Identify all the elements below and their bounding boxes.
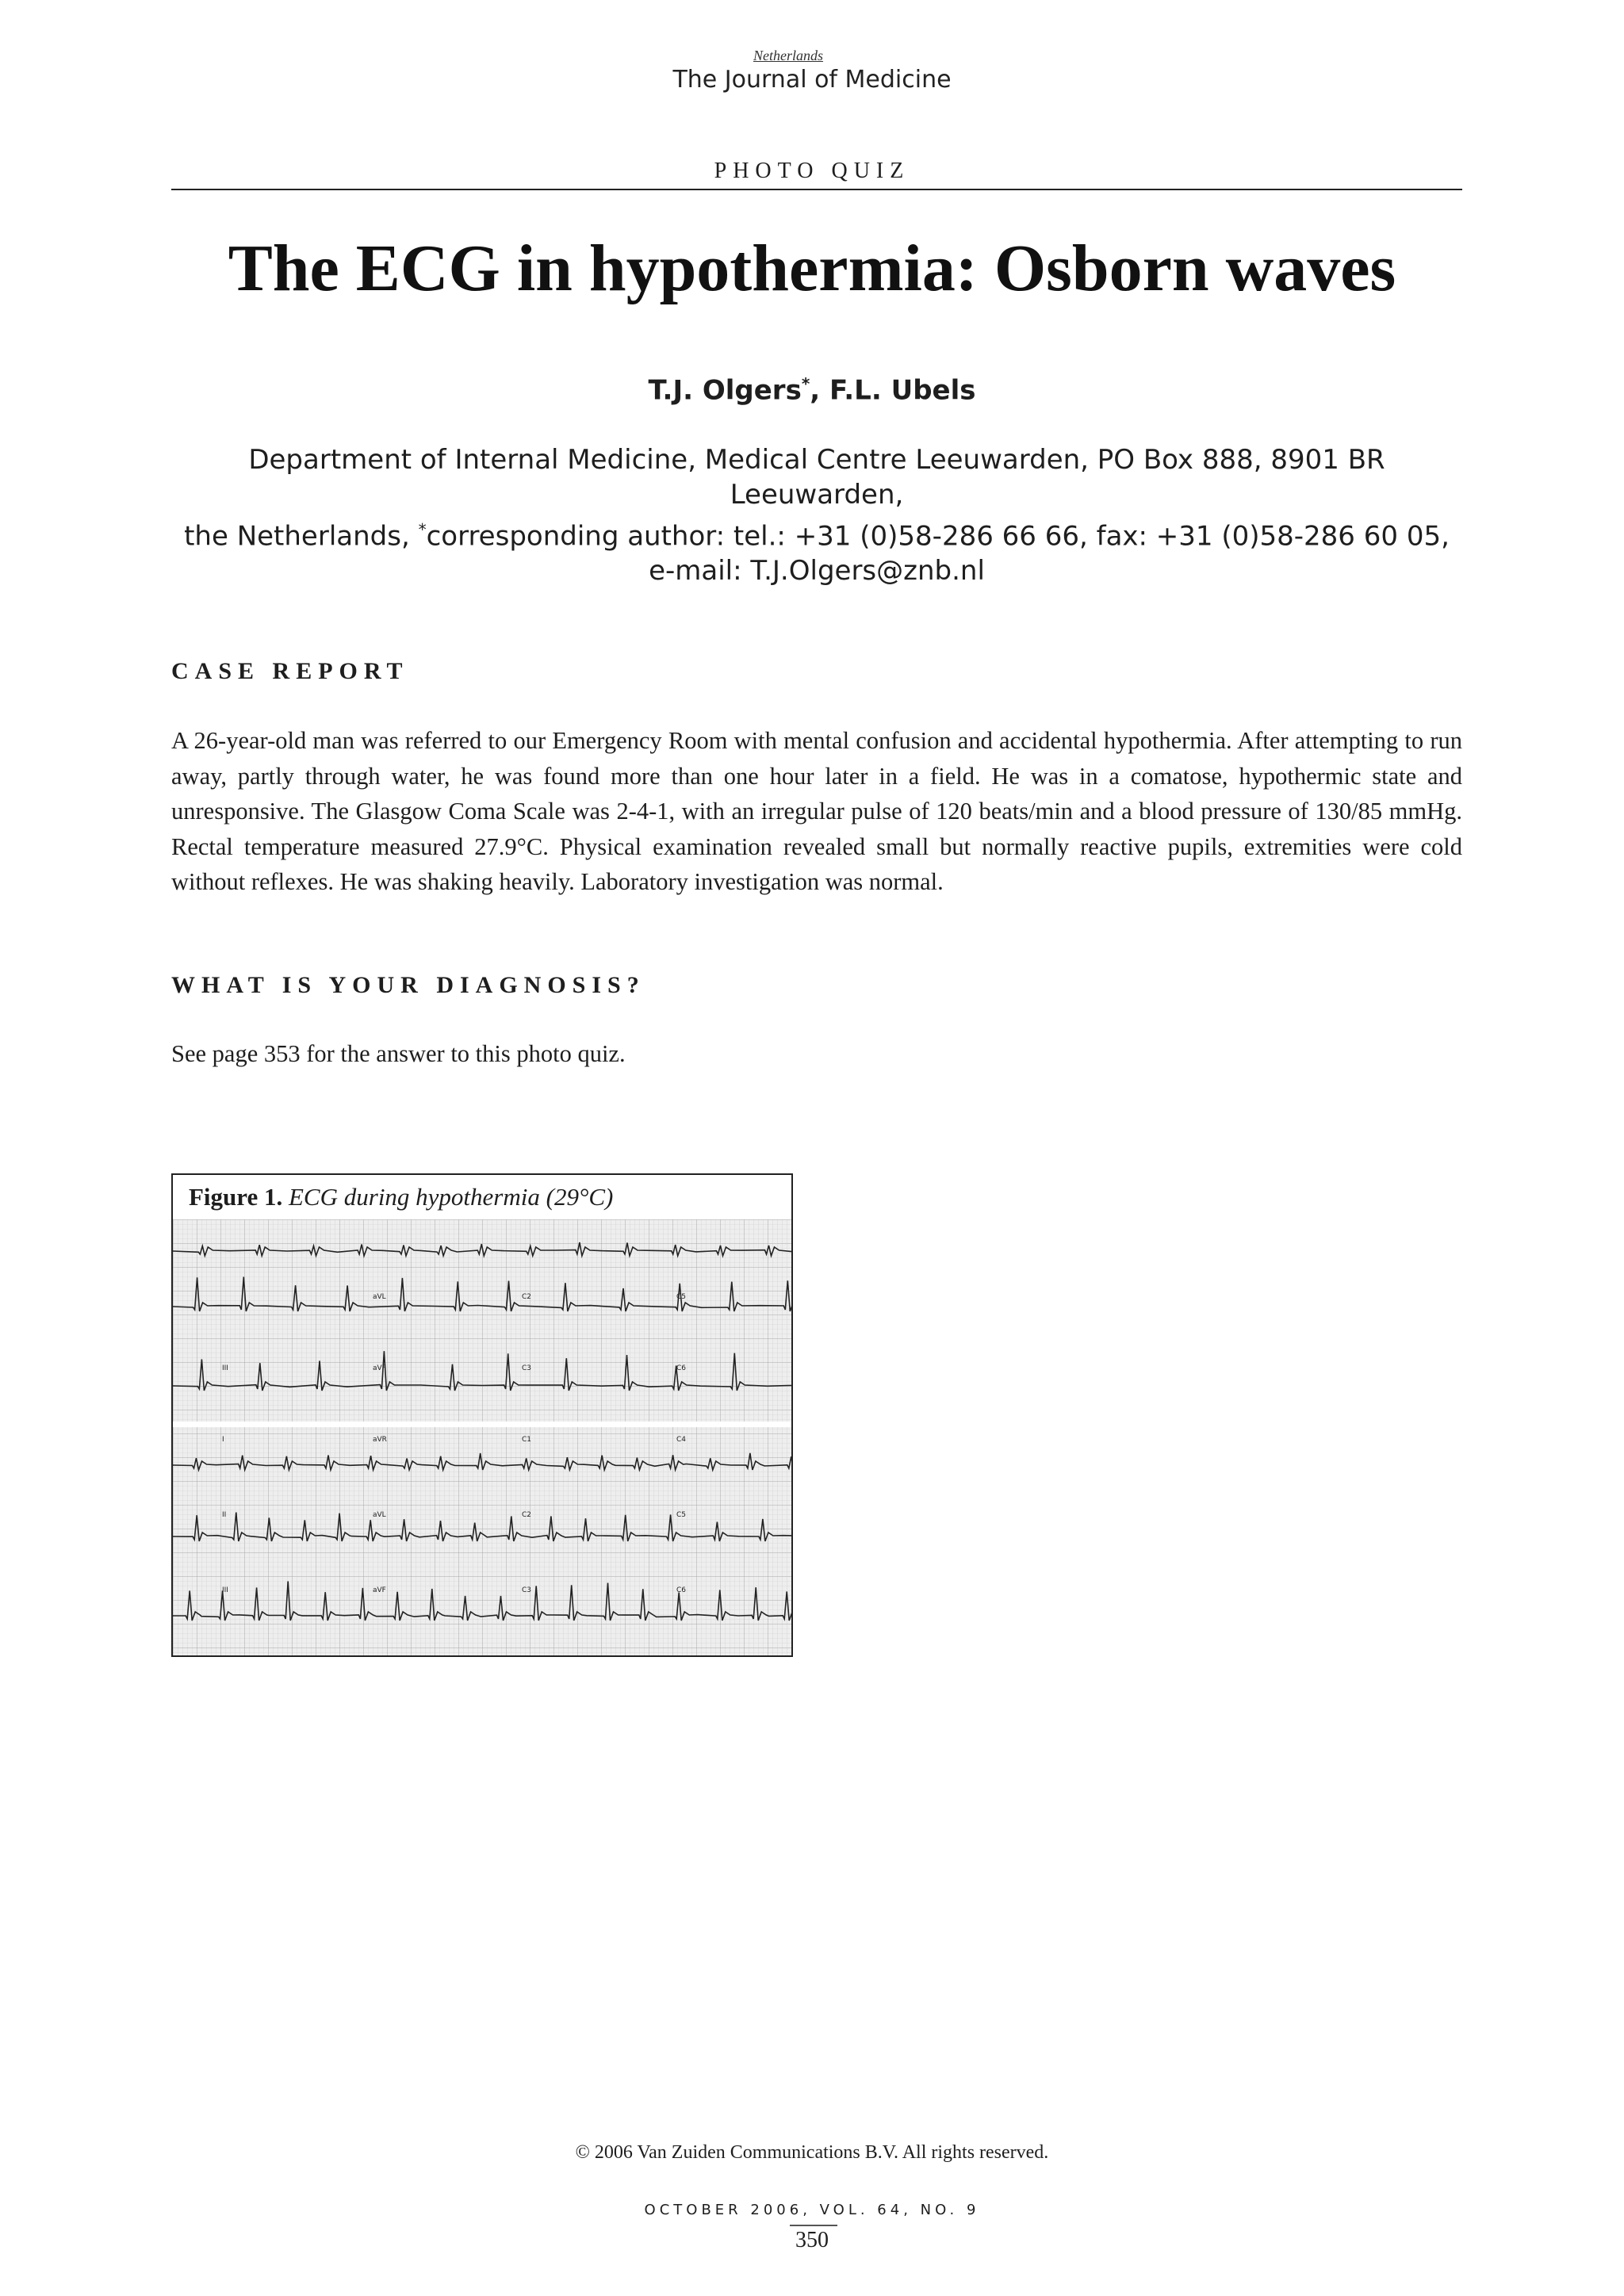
ecg-lead-label: C5	[676, 1511, 687, 1519]
ecg-lead-label: II	[222, 1511, 227, 1519]
issue-info: OCTOBER 2006, VOL. 64, NO. 9	[644, 2202, 980, 2218]
affiliation	[171, 442, 1462, 588]
diagnosis-text: See page 353 for the answer to this photo quiz.	[171, 1040, 626, 1067]
ecg-lead-label: C3	[522, 1586, 532, 1594]
journal-name: The Journal of Medicine	[672, 66, 952, 94]
figure-caption-text: ECG during hypothermia (29°C)	[289, 1183, 614, 1211]
copyright: © 2006 Van Zuiden Communications B.V. All rights reserved.	[575, 2142, 1049, 2163]
affiliation-line-3: e-mail: T.J.Olgers@znb.nl	[649, 555, 985, 587]
ecg-lead-label: C1	[522, 1436, 532, 1444]
authors	[0, 374, 1624, 406]
page-number: 350	[795, 2228, 829, 2252]
corresponding-marker: *	[801, 374, 810, 393]
ecg-lead-label: aVF	[373, 1586, 386, 1594]
figure-1	[171, 1173, 793, 1657]
ecg-lead-label: aVR	[373, 1436, 387, 1444]
case-report-heading: CASE REPORT	[171, 658, 409, 684]
ecg-image	[173, 1219, 791, 1655]
ecg-lead-label: C6	[676, 1586, 687, 1594]
ecg-lead-label: aVF	[373, 1364, 386, 1372]
affiliation-line-1: Department of Internal Medicine, Medical Centre Leeuwarden, PO Box 888, 8901 BR Leeuwarden,	[248, 444, 1385, 511]
author-rest: , F.L. Ubels	[810, 374, 976, 407]
ecg-lead-label: III	[222, 1364, 228, 1372]
journal-logo	[0, 48, 1624, 94]
ecg-lead-label: C5	[676, 1293, 687, 1301]
ecg-lead-label: aVL	[373, 1293, 386, 1301]
page-number-rule	[790, 2225, 837, 2226]
figure-caption	[189, 1183, 613, 1211]
ecg-panel-bottom	[173, 1427, 791, 1655]
affiliation-line-2: the Netherlands, *corresponding author: tel.: +31 (0)58-286 66 66, fax: +31 (0)58-286 60 05,	[184, 520, 1450, 553]
diagnosis-heading: WHAT IS YOUR DIAGNOSIS?	[171, 972, 645, 998]
ecg-lead-label: aVL	[373, 1511, 386, 1519]
ecg-lead-label: III	[222, 1586, 228, 1594]
author-first: T.J. Olgers	[648, 374, 802, 407]
ecg-lead-label: C2	[522, 1293, 532, 1301]
ecg-lead-label: I	[222, 1436, 224, 1444]
ecg-lead-label: C3	[522, 1364, 532, 1372]
figure-label: Figure 1.	[189, 1183, 283, 1211]
header-rule	[171, 189, 1462, 190]
section-label: PHOTO QUIZ	[714, 159, 910, 183]
ecg-lead-label: C6	[676, 1364, 687, 1372]
case-report-text: A 26-year-old man was referred to our Emergency Room with mental confusion and accidental hypothermia. After attempting to run away, partly through water, he was found more than one hour later in a field. He was in a comatose, hypothermic state and unresponsive. The Glasgow Coma Scale was 2-4-1, with an irregular pulse of 120 beats/min and a blood pressure of 130/85 mmHg. Rectal temperature measured 27.9°C. Physical examination revealed small but normally reactive pupils, extremities were cold without reflexes. He was shaking heavily. Laboratory investigation was normal.	[171, 727, 1462, 895]
journal-logo-small: Netherlands	[753, 48, 823, 63]
ecg-lead-label: C4	[676, 1436, 687, 1444]
ecg-lead-label: C2	[522, 1511, 532, 1519]
article-title: The ECG in hypothermia: Osborn waves	[228, 232, 1396, 305]
